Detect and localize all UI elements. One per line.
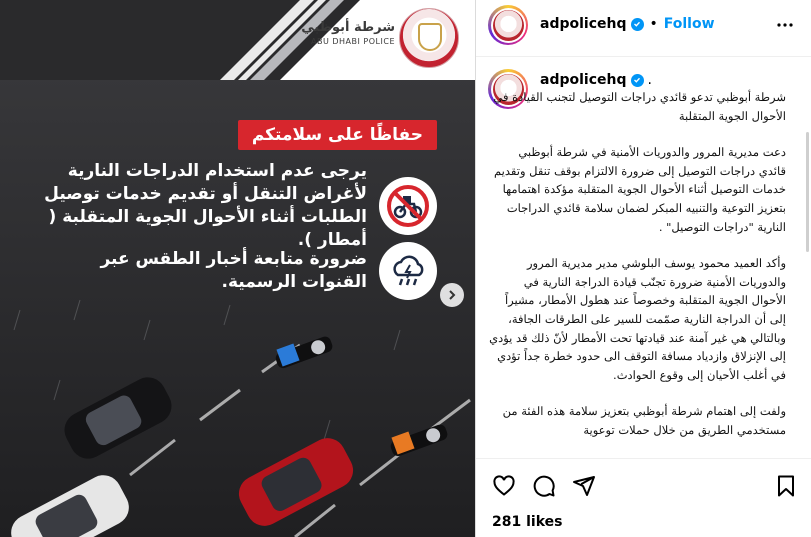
caption-paragraph: ولفت إلى اهتمام شرطة أبوظبي بتعزيز سلامة هذه الفئة من مستخدمي الطريق من خلال حملات توعوية bbox=[502, 404, 786, 437]
comment-icon[interactable] bbox=[532, 474, 556, 502]
notice-weather-text: ضرورة متابعة أخبار الطقس عبر القنوات الرسمية. bbox=[100, 249, 367, 292]
heart-icon[interactable] bbox=[492, 474, 516, 502]
follow-button[interactable]: Follow bbox=[663, 16, 715, 32]
notice-motorcycle bbox=[37, 160, 437, 252]
header-username[interactable]: adpolicehq bbox=[540, 16, 627, 32]
more-options-icon[interactable] bbox=[776, 16, 794, 38]
caption-paragraph: شرطة أبوظبي تدعو قائدي دراجات التوصيل لتجنب القيادة في الأحوال الجوية المتقلبة bbox=[493, 90, 786, 123]
police-crest-icon bbox=[399, 8, 459, 68]
post-side-panel bbox=[476, 0, 811, 537]
caption-paragraph: دعت مديرية المرور والدوريات الأمنية في شرطة أبوظبي قائدي دراجات التوصيل إلى ضرورة الالتزام بوقف تنقل وتقديم خدمات التوصيل أثناء الأحوال الجوية المتقلبة مؤكدة اهتمامها بتعزيز التوعية والتنبيه المبكر لضمان سلامة قائدي الدراجات النارية "دراجات التوصيل" . bbox=[494, 145, 786, 234]
post-header bbox=[476, 0, 811, 50]
send-icon[interactable] bbox=[572, 474, 596, 502]
logo-english: ABU DHABI POLICE bbox=[311, 37, 395, 46]
safety-banner: حفاظًا على سلامتكم bbox=[238, 120, 437, 150]
caption-scrollbar[interactable] bbox=[806, 132, 809, 252]
caption-paragraph: وأكد العميد محمود يوسف البلوشي مدير مديرية المرور والدوريات الأمنية ضرورة تجنّب قيادة الدراجة النارية في الأحوال الجوية المتقلبة وخصوصاً عند هطول الأمطار، مشيراً إلى أن الدراجة النارية صمّمت للسير على الطرقات الجافة، وبالتالي هي غير آمنة عند قيادتها تحت الأمطار لأنّ ذلك قد يؤدي إلى الإنزلاق وازدياد مسافة التوقف الى حدود خطرة جداً تؤدي في أغلب الأحيان إلى وقوع الحوادث. bbox=[489, 256, 786, 382]
chevron-right-icon bbox=[446, 289, 458, 301]
likes-count[interactable]: 281 likes bbox=[492, 514, 563, 530]
bookmark-icon[interactable] bbox=[774, 474, 798, 502]
caption-separator: . bbox=[647, 72, 652, 88]
logo-band bbox=[0, 0, 475, 80]
actions-divider bbox=[476, 458, 811, 459]
rain-cloud-icon bbox=[379, 242, 437, 300]
abu-dhabi-police-wordmark bbox=[301, 20, 395, 46]
header-divider bbox=[476, 56, 811, 57]
notice-motorcycle-text: يرجى عدم استخدام الدراجات النارية لأغراض التنقل أو تقديم خدمات توصيل الطلبات أثناء الأحوال الجوية المتقلبة ( أمطار ). bbox=[44, 161, 367, 250]
avatar[interactable] bbox=[488, 5, 528, 45]
caption-username[interactable]: adpolicehq bbox=[540, 72, 627, 88]
notice-weather bbox=[37, 242, 437, 300]
verified-badge-icon bbox=[631, 74, 644, 87]
logo-arabic: شرطة أبوظبي bbox=[301, 20, 395, 35]
next-image-button[interactable] bbox=[440, 283, 464, 307]
caption-area[interactable] bbox=[476, 64, 811, 458]
no-motorcycle-icon bbox=[379, 177, 437, 235]
verified-badge-icon bbox=[631, 18, 644, 31]
action-bar bbox=[490, 474, 800, 500]
caption-text bbox=[488, 88, 786, 458]
header-separator: • bbox=[649, 16, 658, 32]
